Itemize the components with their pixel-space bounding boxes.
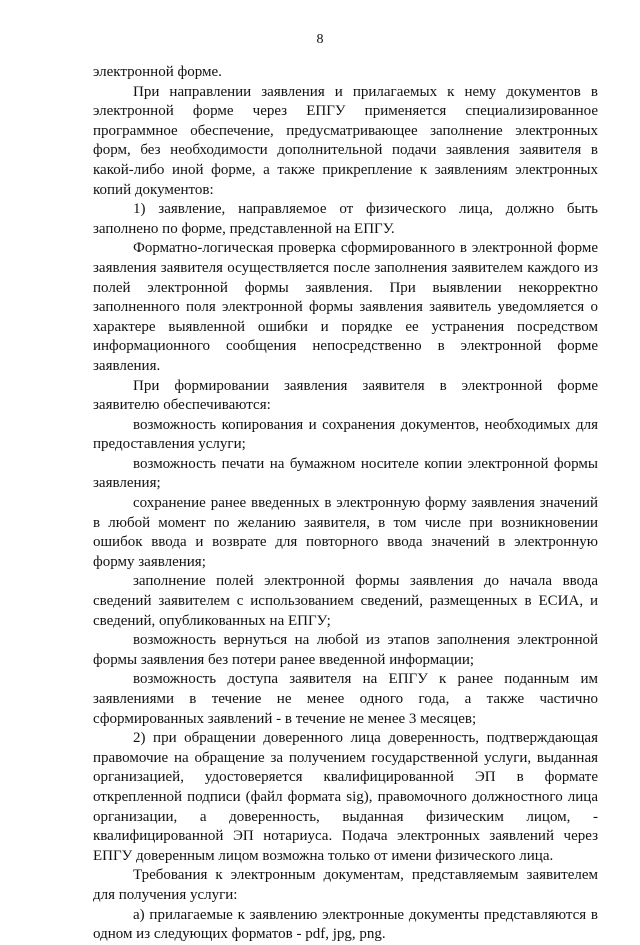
paragraph: возможность копирования и сохранения документов, необходимых для предоставления услуги; [93,416,598,453]
paragraph: возможность доступа заявителя на ЕПГУ к ранее поданным им заявлениями в течение не менее одного года, а также частично сформированных заявлений - в течение не менее 3 месяцев; [93,671,598,727]
paragraph: возможность печати на бумажном носителе копии электронной формы заявления; [93,455,598,492]
paragraph: Требования к электронным документам, представляемым заявителем для получения услуги: [93,867,598,903]
document-body [93,63,598,945]
paragraph: заполнение полей электронной формы заявления до начала ввода сведений заявителем с использованием сведений, размещенных в ЕСИА, и сведений, опубликованных на ЕПГУ; [93,573,598,629]
page-number: 8 [316,32,324,47]
paragraph-continuation: электронной форме. [93,64,222,80]
paragraph: 2) при обращении доверенного лица доверенность, подтверждающая правомочие на обращение за получением государственной услуги, выданная организацией, удостоверяется квалифицированной ЭП в формате открепленной подписи (файл формата sig), правомочного должностного лица организации, а доверенность, выданная физическим лицом, - квалифицированной ЭП нотариуса. Подача электронных заявлений через ЕПГУ доверенным лицом возможна только от имени физического лица. [93,730,598,864]
paragraph: а) прилагаемые к заявлению электронные документы представляются в одном из следующих форматов - pdf, jpg, png. [93,906,598,943]
paragraph: При направлении заявления и прилагаемых к нему документов в электронной форме через ЕПГУ применяется специализированное программное обеспечение, предусматривающее заполнение электронных форм, без необходимости дополнительной подачи заявления заявителя в какой-либо иной форме, а также прикрепление к заявлениям электронных копий документов: [93,83,598,198]
paragraph: Форматно-логическая проверка сформированного в электронной форме заявления заявителя осуществляется после заполнения заявителем каждого из полей электронной формы заявления. При выявлении некорректно заполненного поля электронной формы заявления заявитель уведомляется о характере выявленной ошибки и порядке ее устранения посредством информационного сообщения непосредственно в электронной форме заявления. [93,240,598,374]
paragraph: При формировании заявления заявителя в электронной форме заявителю обеспечиваются: [93,377,598,414]
paragraph: 1) заявление, направляемое от физического лица, должно быть заполнено по форме, представленной на ЕПГУ. [93,201,598,237]
paragraph: возможность вернуться на любой из этапов заполнения электронной формы заявления без потери ранее введенной информации; [93,632,598,668]
paragraph: сохранение ранее введенных в электронную форму заявления значений в любой момент по желанию заявителя, в том числе при возникновении ошибок ввода и возврате для повторного ввода значений в электронную форму заявления; [93,495,598,570]
